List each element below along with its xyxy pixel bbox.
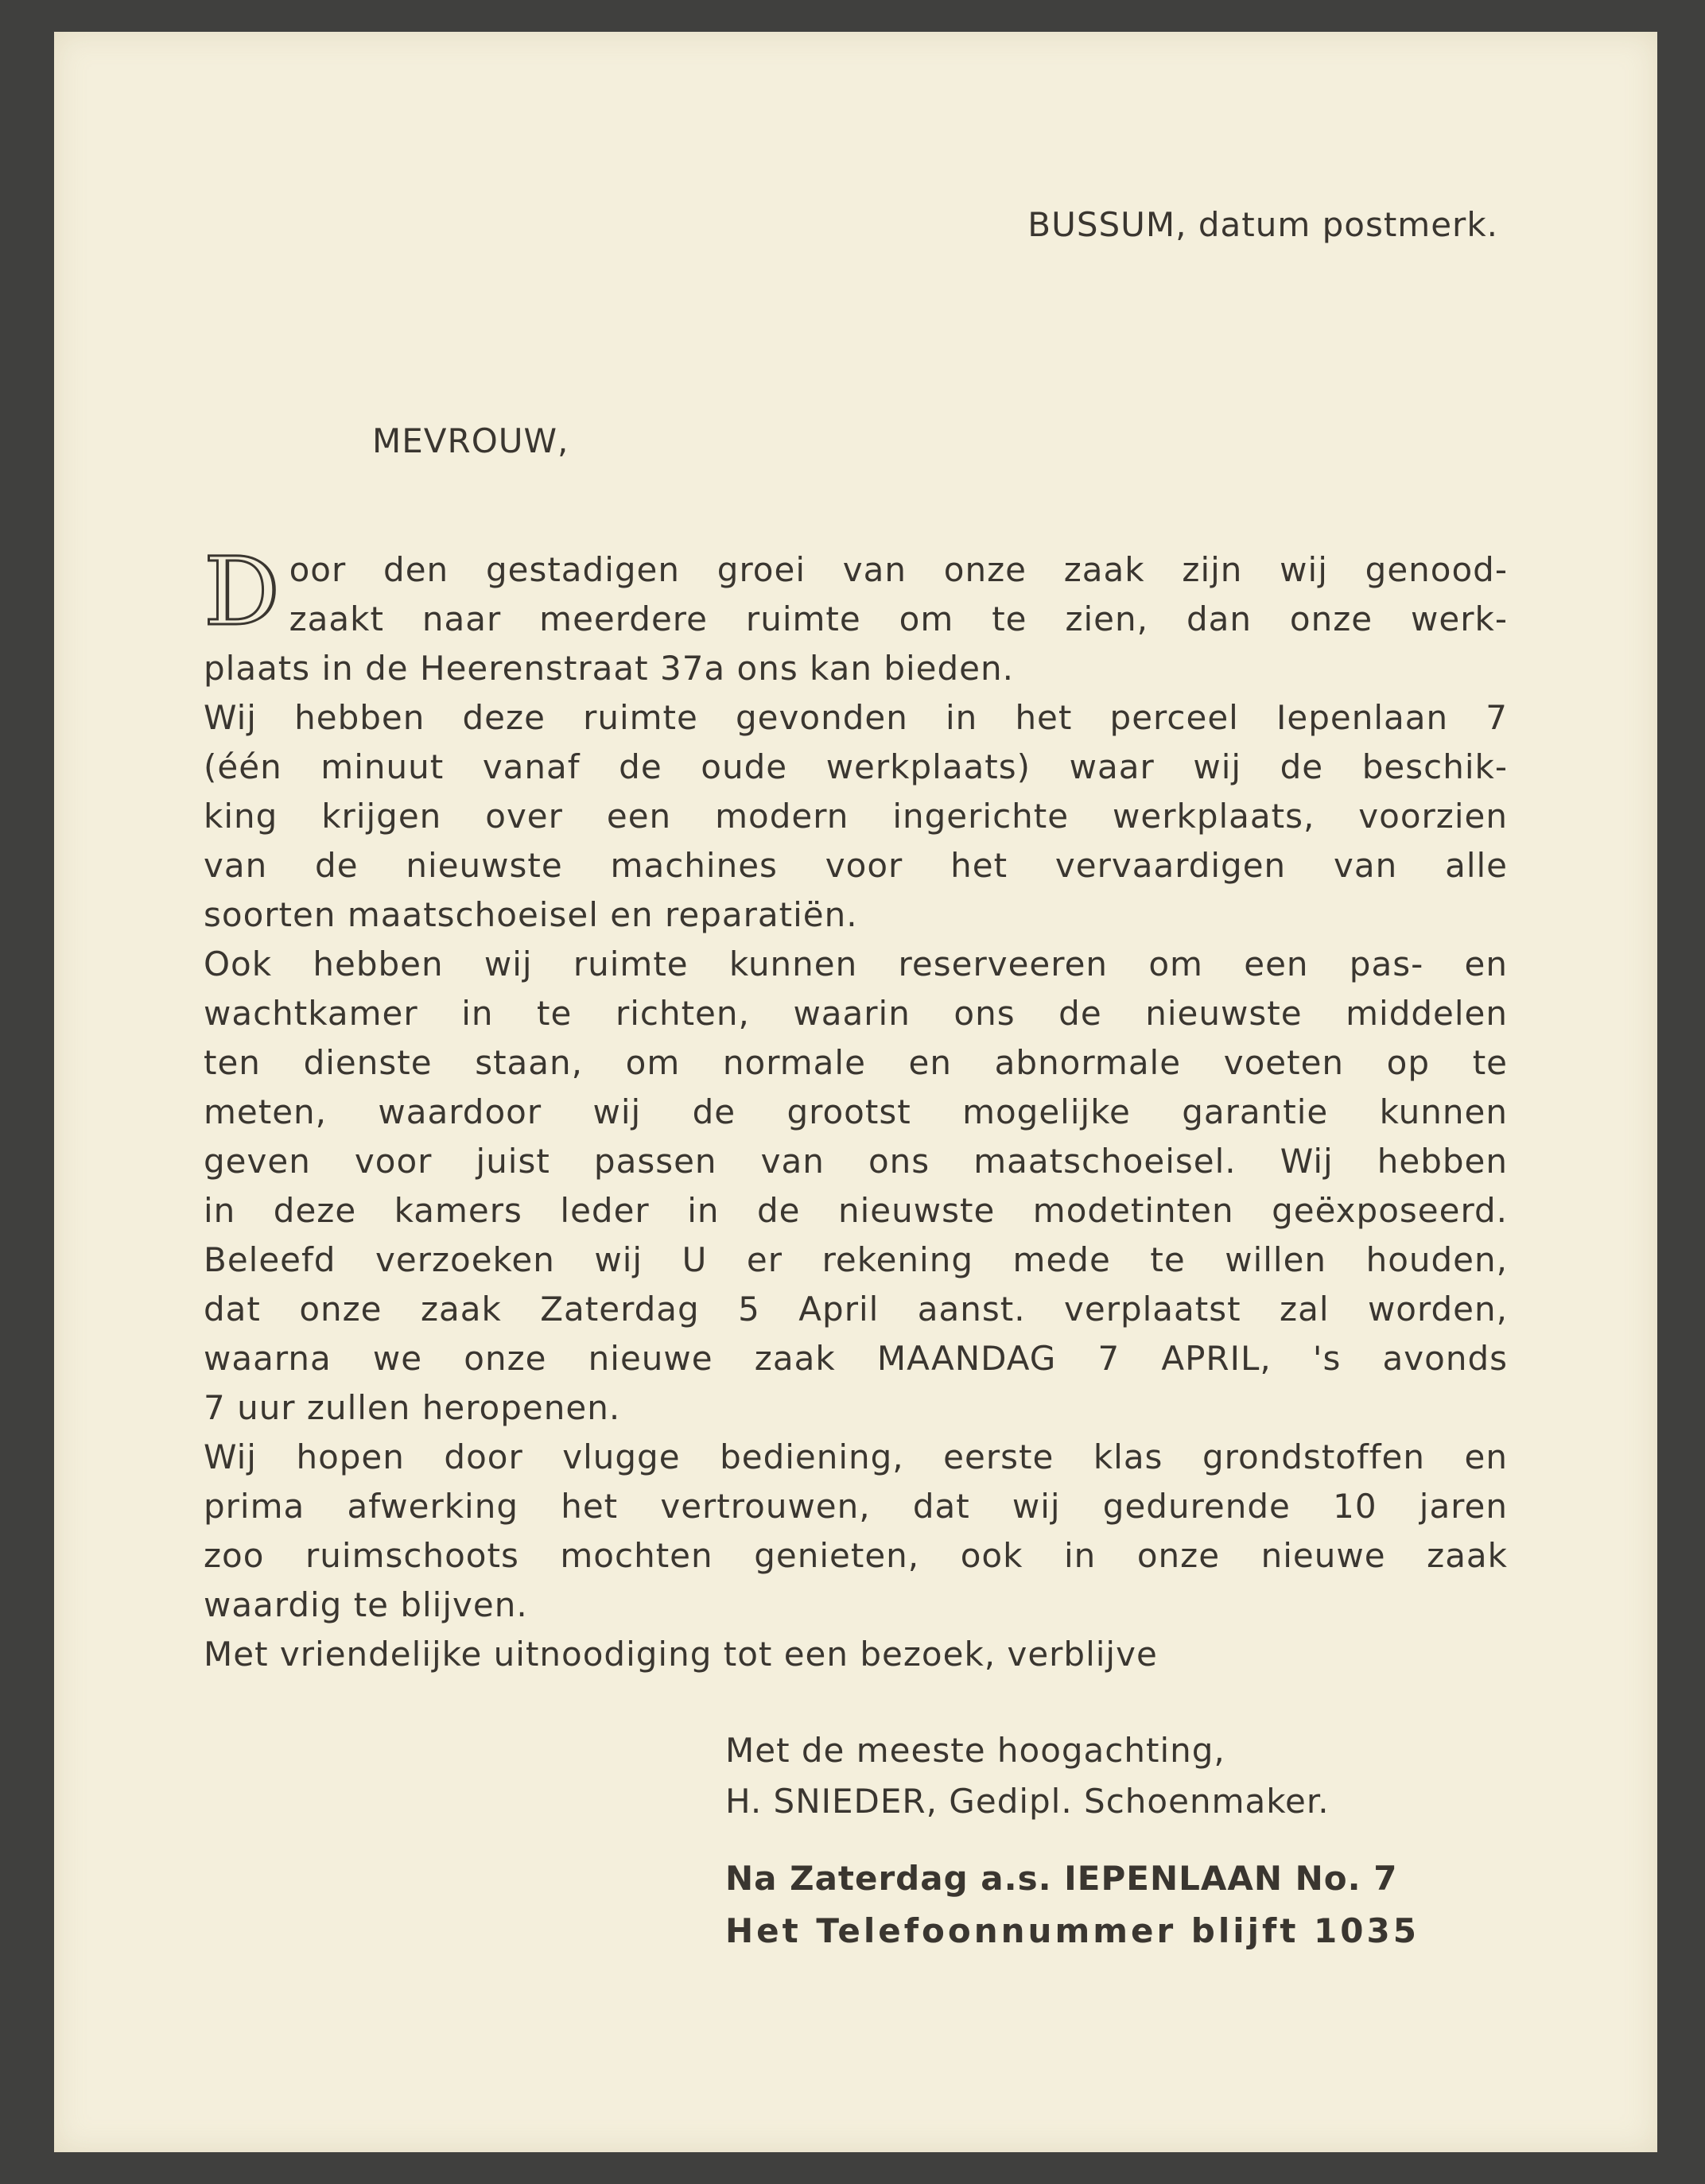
signature: H. SNIEDER, Gedipl. Schoenmaker. bbox=[725, 1782, 1330, 1821]
body-line: waardig te blijven. bbox=[204, 1585, 528, 1624]
footer-block bbox=[725, 1852, 1420, 1957]
closing-phrase: Met de meeste hoogachting, bbox=[725, 1731, 1225, 1770]
body-line: soorten maatschoeisel en reparatiën. bbox=[204, 895, 858, 934]
body-line: dat onze zaak Zaterdag 5 April aanst. verplaatst zal worden, bbox=[204, 1290, 1508, 1329]
body-line: Met vriendelijke uitnoodiging tot een bezoek, verblijve bbox=[204, 1635, 1158, 1674]
opening-lines bbox=[204, 537, 1508, 646]
new-address: Na Zaterdag a.s. IEPENLAAN No. 7 bbox=[725, 1859, 1398, 1898]
body-line: plaats in de Heerenstraat 37a ons kan bieden. bbox=[204, 649, 1014, 688]
dateline: BUSSUM, datum postmerk. bbox=[1027, 205, 1498, 244]
body-line: zaakt naar meerdere ruimte om te zien, dan onze werk- bbox=[289, 599, 1508, 638]
body-line: waarna we onze nieuwe zaak MAANDAG 7 APRIL, 's avonds bbox=[204, 1339, 1508, 1378]
letter-body bbox=[204, 537, 1508, 1679]
drop-cap-letter: D bbox=[204, 537, 280, 646]
body-line: wachtkamer in te richten, waarin ons de nieuwste middelen bbox=[204, 994, 1508, 1033]
body-line: Wij hebben deze ruimte gevonden in het perceel Iepenlaan 7 bbox=[204, 698, 1508, 737]
body-line: oor den gestadigen groei van onze zaak zijn wij genood- bbox=[289, 550, 1508, 589]
phone-number: Het Telefoonnummer blijft 1035 bbox=[725, 1911, 1420, 1950]
body-line: meten, waardoor wij de grootst mogelijke garantie kunnen bbox=[204, 1092, 1508, 1131]
closing-block bbox=[725, 1725, 1330, 1827]
body-line: Beleefd verzoeken wij U er rekening mede te willen houden, bbox=[204, 1240, 1508, 1279]
body-line: king krijgen over een modern ingerichte werkplaats, voorzien bbox=[204, 797, 1508, 836]
body-line: 7 uur zullen heropenen. bbox=[204, 1388, 621, 1427]
body-line: geven voor juist passen van ons maatschoeisel. Wij hebben bbox=[204, 1142, 1508, 1181]
body-line: Ook hebben wij ruimte kunnen reserveeren om een pas- en bbox=[204, 945, 1508, 983]
body-line: ten dienste staan, om normale en abnormale voeten op te bbox=[204, 1043, 1508, 1082]
body-line: in deze kamers leder in de nieuwste modetinten geëxposeerd. bbox=[204, 1191, 1508, 1230]
body-line: prima afwerking het vertrouwen, dat wij gedurende 10 jaren bbox=[204, 1487, 1508, 1526]
letter-page bbox=[54, 32, 1657, 2152]
body-line: zoo ruimschoots mochten genieten, ook in onze nieuwe zaak bbox=[204, 1536, 1508, 1575]
salutation: MEVROUW, bbox=[372, 421, 569, 460]
body-line: (één minuut vanaf de oude werkplaats) waar wij de beschik- bbox=[204, 747, 1508, 786]
body-line: Wij hopen door vlugge bediening, eerste klas grondstoffen en bbox=[204, 1437, 1508, 1476]
body-line: van de nieuwste machines voor het vervaardigen van alle bbox=[204, 846, 1508, 885]
